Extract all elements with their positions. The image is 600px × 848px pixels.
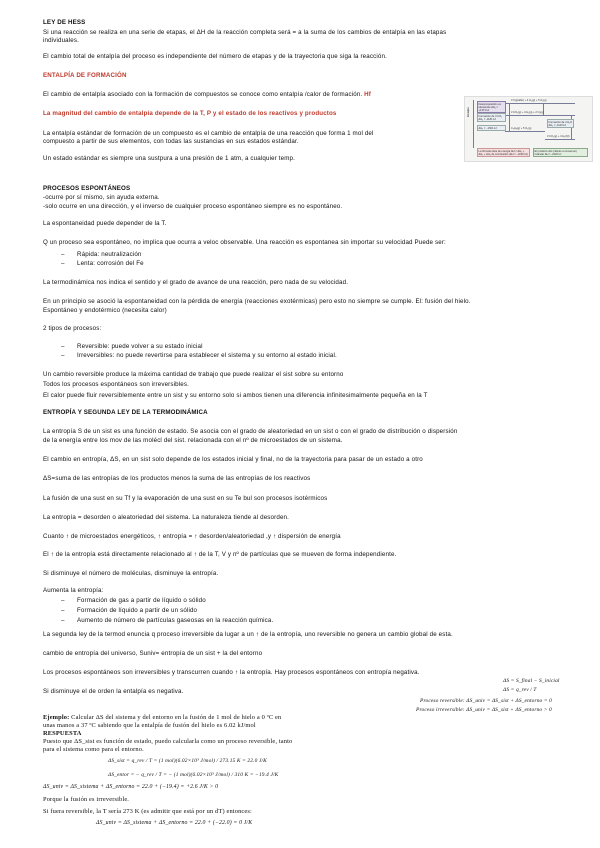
formula-irreversible: Proceso irreversible: ΔS_univ = ΔS_sist + ΔS_entorno > 0 xyxy=(416,707,552,713)
entropia-paragraph-2: El cambio en entropía, ΔS, en un sist solo depende de los estados inicial y final, no de la trayectoria para pasar de un estado a otro xyxy=(43,456,423,463)
equation-reversible: ΔS_univ = ΔS_sistema + ΔS_entorno = 22.0 + (−22.0) = 0 J/K xyxy=(96,820,253,826)
list-item-rapida: Rápida: neutralización xyxy=(77,251,142,258)
formacion-text: El cambio de entalpía asociado con la formación de compuestos se conoce como entalpía /calor de formación. xyxy=(43,91,363,98)
ejemplo-question xyxy=(43,714,281,722)
bullet-dash: – xyxy=(61,251,65,258)
hess-paragraph-2: El cambio total de entalpía del proceso es independiente del número de etapas y de la trayectoria que siga la reacción. xyxy=(43,53,387,60)
note-left: La fórmula clara de energía ΔH = ΔH₁ + ΔH₂ + ΔH₃ de combustión (ΔH = −2220 kJ) xyxy=(477,148,530,157)
bullet-dash: – xyxy=(61,343,65,350)
formacion-paragraph-2: La magnitud del cambio de entalpía depende de la T, P y el estado de los reactivos y productos xyxy=(43,110,337,117)
entropia-paragraph-9: Aumenta la entropía: xyxy=(43,587,104,594)
label-products: 3 CO₂(g) + 4 H₂O(l) xyxy=(547,135,570,138)
espontaneos-line-5: La termodinámica nos indica el sentido y el grado de avance de una reacción, pero nada de su velocidad. xyxy=(43,279,349,286)
espontaneos-line-6: En un principio se asoció la espontaneidad con la pérdida de energía (reacciones exotérmicas) pero esto no siempre se cumple. El: fusión del hielo. xyxy=(43,298,471,305)
ejemplo-question-cont: unas manos a 37 ºC sabiendo que la entalpía de fusión del hielo es 6.02 kJ/mol xyxy=(43,722,256,729)
entropia-paragraph-1: La entropía S de un sist es una función de estado. Se asocia con el grado de aleatoriedad en un sist o con el grado de distribución o dispersión xyxy=(43,428,458,435)
entropia-title: ENTROPÍA Y SEGUNDA LEY DE LA TERMODINÁMICA xyxy=(43,409,208,416)
espontaneos-line-3: La espontaneidad puede depender de la T. xyxy=(43,220,167,227)
entropia-paragraph-4: La fusión de una sust en su Tf y la evaporación de una sust en su Te bul son procesos isotérmicos xyxy=(43,495,328,502)
list-item-lenta: Lenta: corrosión del Fe xyxy=(77,260,144,267)
hess-title: LEY DE HESS xyxy=(43,19,86,26)
level-products xyxy=(545,139,575,140)
entropia-paragraph-11: cambio de entropía del universo, Suniv= entropía de un sist + la del entorno xyxy=(43,650,263,657)
entropia-paragraph-7: El ↑ de la entropía está directamente relacionado al ↑ de la T, V y nº de partículas que se mueven de forma independiente. xyxy=(43,551,397,558)
ejemplo-question-text: Calcular ΔS del sistema y del entorno en la fusión de 1 mol de hielo a 0 ºC en xyxy=(71,714,282,721)
level-elements xyxy=(505,103,575,104)
entropia-paragraph-5: La entropía = desorden o aleatoriedad del sistema. La naturaleza tiende al desorden. xyxy=(43,514,289,521)
bullet-dash: – xyxy=(61,260,65,267)
espontaneos-line-2: -solo ocurre en una dirección, y el inverso de cualquier proceso espontáneo siempre es no espontáneo. xyxy=(43,203,343,210)
formacion-paragraph-1 xyxy=(43,91,371,99)
box-co2: Formación de 3 CO₂ ΔH₂ = -1181 kJ xyxy=(477,113,506,122)
box-h2o: Formación de 4 H₂O ΔH₃ = -1143 kJ xyxy=(548,120,573,127)
entropia-paragraph-8: Si disminuye el número de moléculas, disminuye la entropía. xyxy=(43,570,219,577)
bullet-dash: – xyxy=(61,617,65,624)
level-co2 xyxy=(505,115,575,116)
label-reactants: C₃H₈(g) + 5 O₂(g) xyxy=(511,127,532,130)
equation-entorno: ΔS_entor = − q_rev / T = − (1 mol)(6.02×10³ J/mol) / 310 K = −19.4 J/K xyxy=(108,772,279,778)
formacion-paragraph-4: Un estado estándar es siempre una sustpura a una presión de 1 atm, a cualquier temp. xyxy=(43,155,295,162)
ejemplo-respuesta: RESPUESTA xyxy=(43,730,82,737)
list-item-liquido: Formación de líquido a partir de un sólido xyxy=(77,607,198,614)
list-item-reversible: Reversible: puede volver a su estado inicial xyxy=(77,343,203,350)
hf-symbol: Hf xyxy=(364,91,371,98)
espontaneos-line-9: Todos los procesos espontáneos son irreversibles. xyxy=(43,381,189,388)
bullet-dash: – xyxy=(61,607,65,614)
ejemplo-r3: Porque la fusión es irreversible. xyxy=(43,796,130,803)
formula-qrev: ΔS = q_rev / T xyxy=(503,687,537,693)
diagram-axis-label: Entalpía xyxy=(467,107,470,117)
espontaneos-line-4: Q un proceso sea espontáneo, no implica que ocurra a veloc observable. Una reacción es espontanea sin importar su velocidad Puede ser: xyxy=(43,239,446,246)
list-item-gas: Formación de gas a partir de líquido o sólido xyxy=(77,597,206,604)
list-item-irreversible: Irreversibles: no puede revertirse para establecer el sistema y su entorno al estado inicial. xyxy=(77,352,337,359)
bullet-dash: – xyxy=(61,352,65,359)
formula-delta-s: ΔS = S_final − S_inicial xyxy=(503,678,560,684)
entropia-paragraph-12: Los procesos espontáneos son irreversibles y transcurren cuando ↑ la entropía. Hay procesos espontáneos con entropía negativa. xyxy=(43,669,420,676)
entropia-paragraph-13: Si disminuye el de orden la entalpía es negativa. xyxy=(43,688,184,695)
ejemplo-r4: Si fuera reversible, la T sería 273 K (es admitir que está por un dT) entonces: xyxy=(43,808,252,815)
formacion-title: ENTALPÍA DE FORMACIÓN xyxy=(43,72,127,79)
box-dh3: ΔH₃ = −1661 kJ xyxy=(477,125,506,131)
note-right: El producto ΔH (cálculo a conservar) Calcular ΔH = -2220 kJ xyxy=(533,148,588,157)
formacion-paragraph-3-cont: compuesto a partir de sus elementos, con todas las sustancias en sus estados estándar. xyxy=(43,138,299,145)
ejemplo-r2: para el sistema como para el entorno. xyxy=(43,746,144,753)
list-item-particulas: Aumento de número de partículas gaseosas en la reacción química. xyxy=(77,617,274,624)
equation-univ: ΔS_univ = ΔS_sistema + ΔS_entorno = 22.0 + (−19.4) = +2.6 J/K > 0 xyxy=(43,784,219,790)
enthalpy-diagram xyxy=(464,96,593,162)
ejemplo-r1: Puesto que ΔS_sist es función de estado, puedo calcularla como un proceso reversible, tanto xyxy=(43,738,293,745)
entropia-paragraph-1-cont: de la energía entre los mov de las molécl del sist. relacionada con el nº de microestados de un sistema. xyxy=(43,437,343,444)
box-decomposition: Descomposición en elementos ΔH₁ = +1371 kJ xyxy=(477,101,506,113)
label-elements: 3 C(grafito) + 4 H₂(g) + 5 O₂(g) xyxy=(511,99,547,102)
diagram-axis xyxy=(473,100,474,148)
entropia-paragraph-10: La segunda ley de la termod enuncia q proceso irreversible da lugar a un ↑ de la entropía, uno reversible no genera un cambio global de esta. xyxy=(43,631,453,638)
espontaneos-line-6-cont: Espontáneo y endotérmico (necesita calor) xyxy=(43,307,167,314)
entropia-paragraph-3: ΔS=suma de las entropías de los productos menos la suma de las entropías de los reactivos xyxy=(43,475,311,482)
hess-paragraph-1: Si una reacción se realiza en una serie de etapas, el ΔH de la reacción completa será = a la suma de los cambios de entalpía en las etapas xyxy=(43,29,447,36)
entropia-paragraph-6: Cuanto ↑ de microestados energéticos, ↑ entropía = ↑ desorden/aleatoriedad ,y ↑ dispersión de energía xyxy=(43,533,341,540)
espontaneos-line-10: El calor puede fluir reversiblemente entre un sist y su entorno solo si ambos tienen una diferencia infinitesimalmente pequeña en la T xyxy=(43,392,428,399)
espontaneos-line-7: 2 tipos de procesos: xyxy=(43,325,102,332)
bullet-dash: – xyxy=(61,597,65,604)
arrow-decomposition xyxy=(509,103,510,131)
espontaneos-title: PROCESOS ESPONTÁNEOS xyxy=(43,185,131,192)
hess-paragraph-1-cont: individuales. xyxy=(43,37,80,44)
formula-reversible: Proceso reversible: ΔS_univ = ΔS_sist + ΔS_entorno = 0 xyxy=(420,698,553,704)
espontaneos-line-8: Un cambio reversible produce la máxima cantidad de trabajo que puede realizar el sist sobre su entorno xyxy=(43,371,344,378)
label-co2: 3 CO₂(g) + 4 H₂(g) + 2 O₂(g) xyxy=(511,111,544,114)
equation-sist: ΔS_sist = q_rev / T = (1 mol)(6.02×10³ J/mol) / 273.15 K = 22.0 J/K xyxy=(108,758,267,764)
espontaneos-line-1: -ocurre por sí mismo, sin ayuda externa. xyxy=(43,194,160,201)
formacion-paragraph-3: La entalpía estándar de formación de un compuesto es el cambio de entalpía de una reacción que forma 1 mol del xyxy=(43,130,374,137)
ejemplo-label: Ejemplo: xyxy=(43,714,70,721)
level-reactants xyxy=(505,131,545,132)
